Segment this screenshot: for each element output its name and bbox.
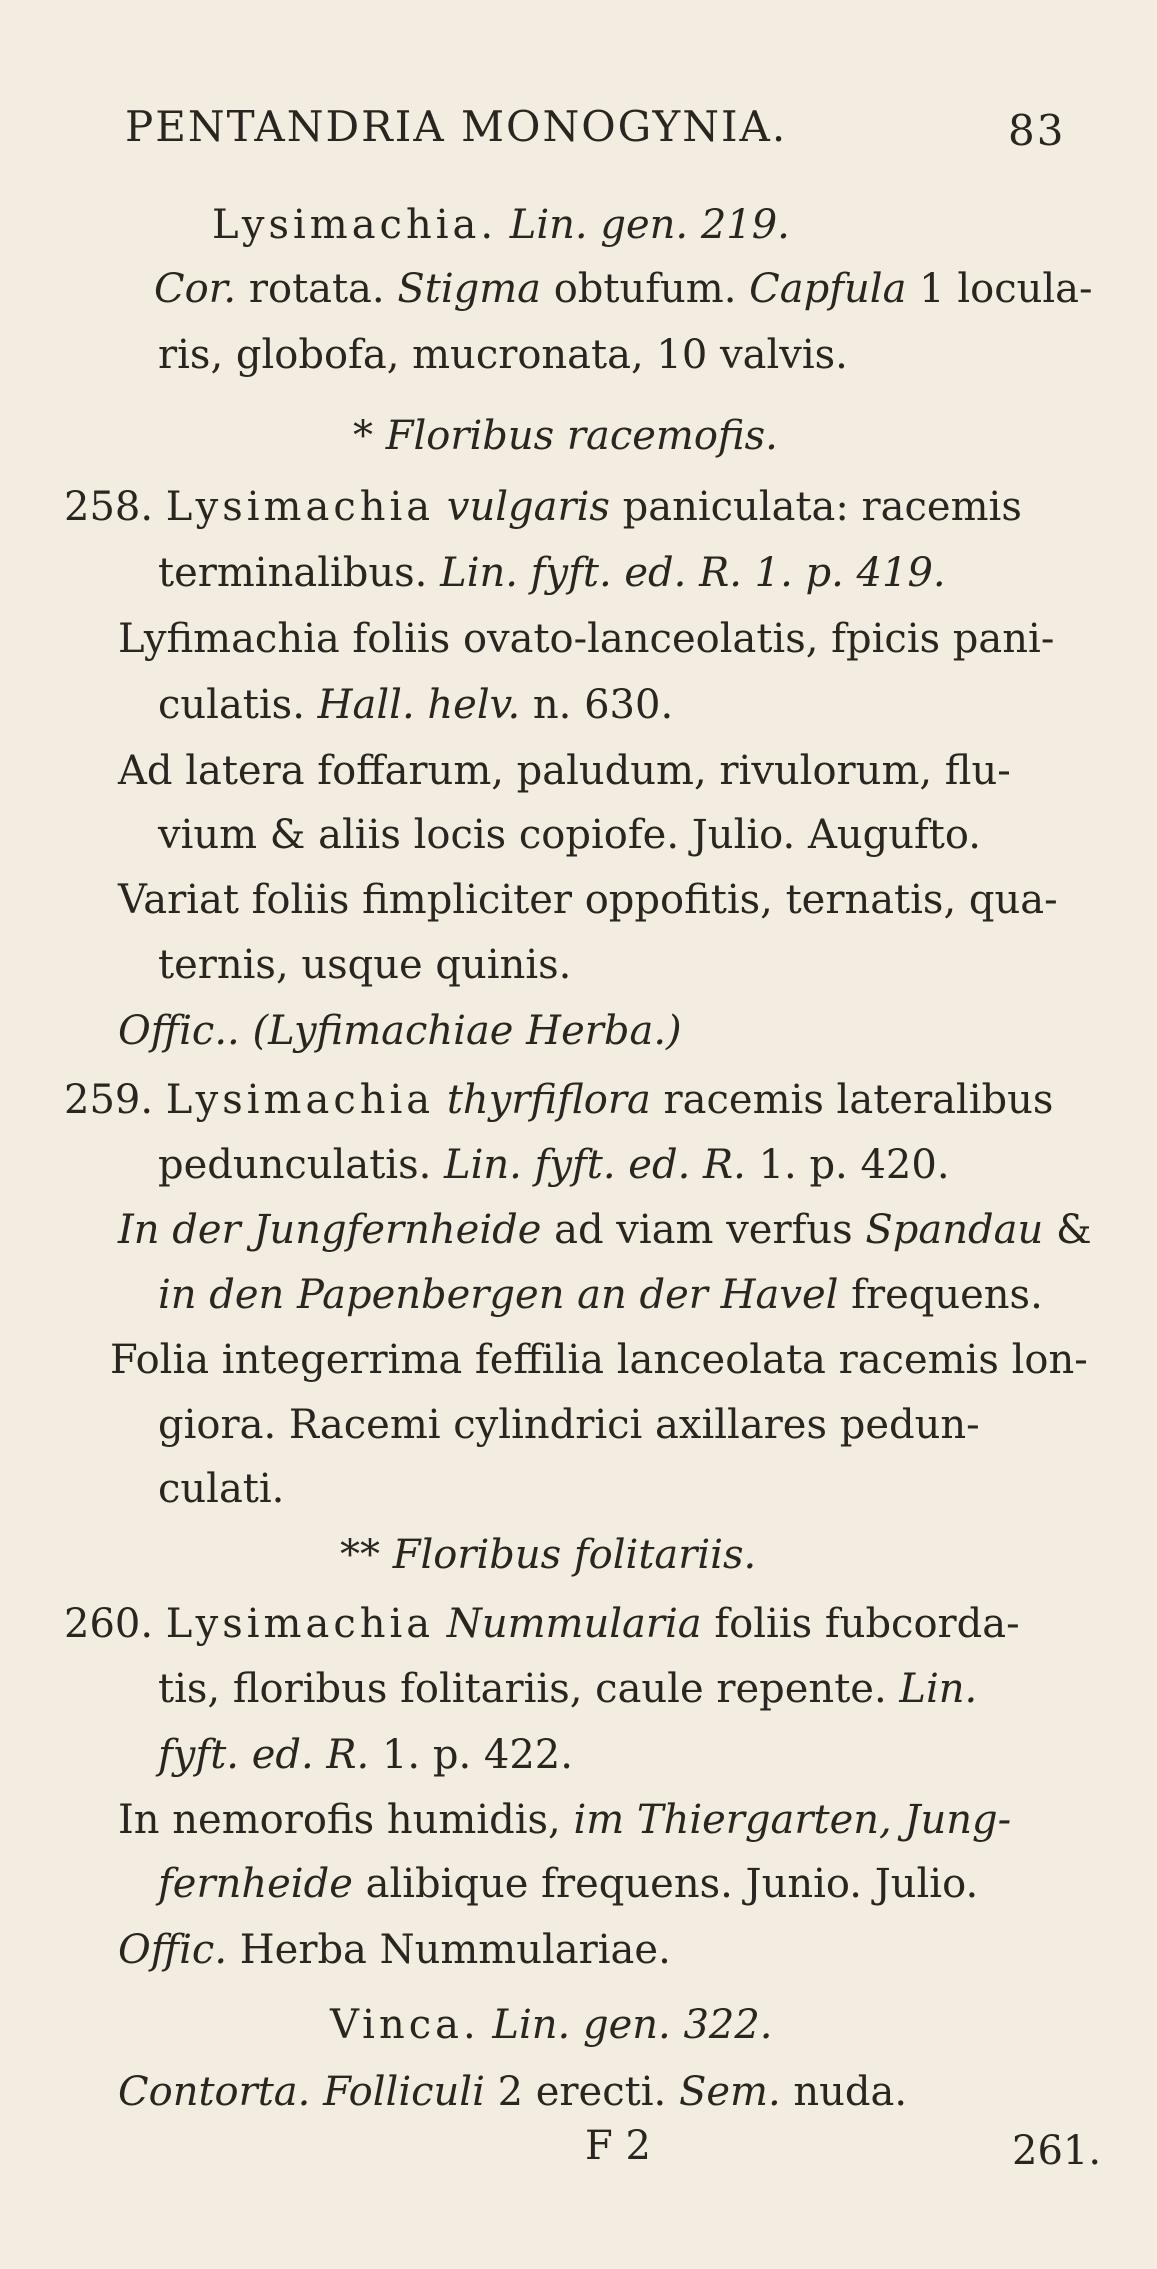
genus-heading-lysimachia: [212, 201, 790, 249]
genus-name: Vinca.: [330, 2002, 480, 2048]
entry-259-line-3: [118, 1206, 1092, 1254]
reference: Lin. fyft. ed. R.: [444, 1142, 746, 1188]
signature-mark: F 2: [585, 2123, 651, 2169]
genus-vinca-char-line: [118, 2068, 907, 2116]
entry-258-line-6: vium & aliis locis copiofe. Julio. Augufto.: [158, 812, 981, 858]
entry-number: 258.: [64, 484, 154, 530]
genus-heading-vinca: [330, 2001, 773, 2049]
entry-260-line-2: [158, 1665, 977, 1713]
cor-text: rotata.: [248, 266, 385, 312]
entry-species: thyrfiflora: [446, 1077, 651, 1123]
reference: Lin. fyft. ed. R. 1. p. 419.: [440, 550, 946, 596]
char-label: Folliculi: [323, 2069, 485, 2115]
entry-258-line-2: [158, 549, 946, 597]
entry-259-line-2: [158, 1141, 950, 1189]
reference: Lin.: [899, 1666, 978, 1712]
text-run: terminalibus.: [158, 550, 428, 596]
entry-species: vulgaris: [446, 484, 610, 530]
offic-text: Herba Nummulariae.: [239, 1927, 671, 1973]
stigma-text: obtufum.: [553, 266, 737, 312]
catchword: 261.: [1012, 2128, 1102, 2174]
genus-ref: Lin. gen. 219.: [509, 202, 790, 248]
genus-ref: Lin. gen. 322.: [492, 2002, 773, 2048]
text-run: frequens.: [851, 1272, 1043, 1318]
entry-259-line-4: [158, 1271, 1043, 1319]
place-name: In der Jungfernheide: [118, 1207, 542, 1253]
text-run: 2 erecti.: [497, 2069, 667, 2115]
entry-genus: Lysimachia: [165, 1601, 435, 1647]
entry-258-offic: Offic.. (Lyfimachiae Herba.): [118, 1008, 682, 1054]
entry-260-line-3: [158, 1731, 573, 1779]
entry-desc: paniculata: racemis: [622, 484, 1022, 530]
reference: fyft. ed. R.: [158, 1732, 370, 1778]
entry-260-line-5: [158, 1860, 978, 1908]
place-name: im Thiergarten, Jung-: [573, 1797, 1012, 1843]
capsula-label: Capfula: [749, 266, 907, 312]
char-label: Sem.: [678, 2069, 781, 2115]
text-run: &: [1055, 1207, 1092, 1253]
entry-258-line-3: Lyfimachia foliis ovato-lanceolatis, fpicis pani-: [118, 616, 1055, 662]
genus-char-line-1: [154, 265, 1093, 313]
running-header: PENTANDRIA MONOGYNIA.: [125, 102, 788, 151]
offic-label: Offic.: [118, 1927, 228, 1973]
entry-260-line-1: [64, 1600, 1020, 1648]
entry-desc: foliis fubcorda-: [714, 1601, 1020, 1647]
stigma-label: Stigma: [397, 266, 541, 312]
place-name: in den Papenbergen an der Havel: [158, 1272, 839, 1318]
text-run: tis, floribus folitariis, caule repente.: [158, 1666, 887, 1712]
section-heading-solitariis: ** Floribus folitariis.: [340, 1532, 757, 1578]
entry-258-line-8: ternis, usque quinis.: [158, 942, 572, 988]
entry-260-line-4: [118, 1796, 1011, 1844]
page-number: 83: [1008, 106, 1066, 155]
section-heading-racemosis: * Floribus racemofis.: [353, 413, 778, 459]
entry-258-line-7: Variat foliis fimpliciter oppofitis, ternatis, qua-: [118, 877, 1058, 923]
text-run: n. 630.: [532, 682, 674, 728]
entry-258-line-4: [158, 681, 673, 729]
entry-259-line-1: [64, 1076, 1053, 1124]
genus-name: Lysimachia.: [212, 202, 498, 248]
text-run: nuda.: [793, 2069, 908, 2115]
capsula-text: 1 locula-: [919, 266, 1093, 312]
entry-number: 259.: [64, 1077, 154, 1123]
place-name: Spandau: [865, 1207, 1044, 1253]
char-label: Contorta.: [118, 2069, 311, 2115]
entry-number: 260.: [64, 1601, 154, 1647]
entry-genus: Lysimachia: [165, 484, 435, 530]
reference: Hall. helv.: [317, 682, 521, 728]
text-run: In nemorofis humidis,: [118, 1797, 561, 1843]
entry-259-line-6: giora. Racemi cylindrici axillares pedun-: [158, 1402, 980, 1448]
text-run: alibique frequens. Junio. Julio.: [365, 1861, 979, 1907]
place-name: fernheide: [158, 1861, 353, 1907]
text-run: 1. p. 422.: [381, 1732, 573, 1778]
genus-char-line-2: ris, globofa, mucronata, 10 valvis.: [158, 332, 848, 378]
entry-258-line-5: Ad latera foffarum, paludum, rivulorum, flu-: [118, 748, 1011, 794]
entry-species: Nummularia: [446, 1601, 702, 1647]
cor-label: Cor.: [154, 266, 237, 312]
entry-genus: Lysimachia: [165, 1077, 435, 1123]
text-run: 1. p. 420.: [758, 1142, 950, 1188]
text-run: culatis.: [158, 682, 305, 728]
entry-259-line-7: culati.: [158, 1466, 285, 1512]
entry-260-offic: [118, 1926, 671, 1974]
entry-258-line-1: [64, 483, 1022, 531]
entry-desc: racemis lateralibus: [663, 1077, 1054, 1123]
text-run: pedunculatis.: [158, 1142, 432, 1188]
text-run: ad viam verfus: [554, 1207, 853, 1253]
entry-259-line-5: Folia integerrima feffilia lanceolata racemis lon-: [110, 1337, 1088, 1383]
